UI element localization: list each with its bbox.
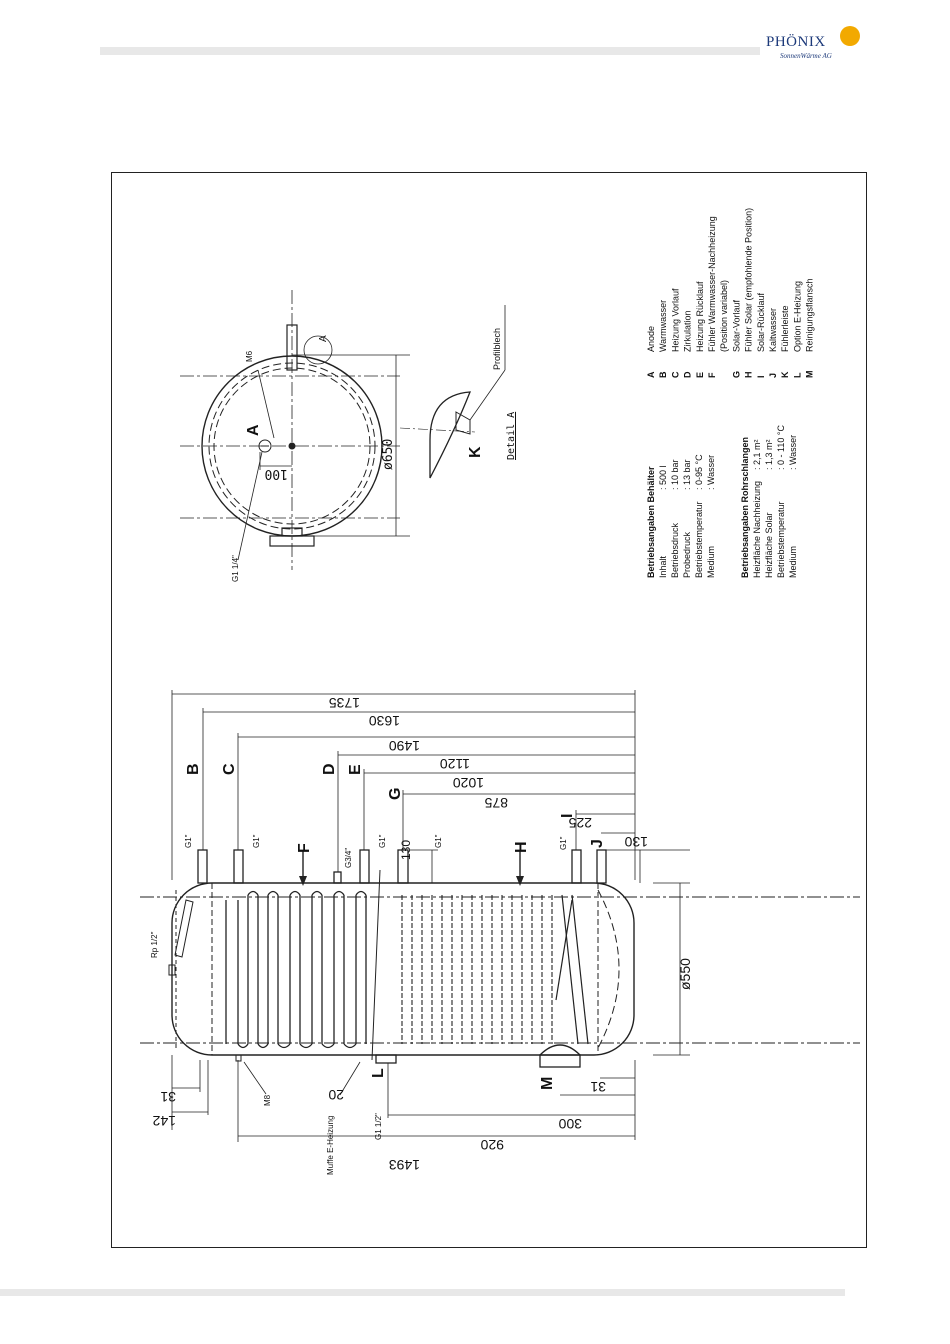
vessel-spec-label: Betriebsdruck xyxy=(670,522,680,578)
legend-key: G xyxy=(731,370,742,378)
top-view xyxy=(180,290,505,570)
footer-rule xyxy=(0,1289,845,1296)
legend-text: Fühler Warmwasser-Nachheizung xyxy=(707,216,717,352)
coil-spec-value: : Wasser xyxy=(788,434,798,470)
legend-key: I xyxy=(755,375,766,378)
vessel-spec-value: : 13 bar xyxy=(682,459,692,490)
top-letter-a: A xyxy=(245,424,262,436)
letter-d: D xyxy=(321,763,338,775)
legend-key: J xyxy=(768,372,778,378)
legend-text: (Position variabel) xyxy=(719,279,730,352)
coil-spec-value: : 2,1 m² xyxy=(752,439,762,470)
dim-20: 20 xyxy=(328,1087,344,1103)
vessel-spec-label: Medium xyxy=(706,545,716,578)
dim-1735: 1735 xyxy=(328,695,360,711)
legend-text: Heizung Rücklauf xyxy=(694,281,705,352)
legend-text: Reinigungsflansch xyxy=(804,278,815,352)
letter-j: J xyxy=(589,839,606,848)
dim-1120: 1120 xyxy=(439,756,470,772)
legend-text: Zirkulation xyxy=(682,310,693,352)
tank-body xyxy=(172,883,634,1055)
dim-225: 225 xyxy=(568,815,592,831)
legend-text: Fühlerleiste xyxy=(780,305,791,352)
coil-spec-label: Heizfläche Nachheizung xyxy=(752,480,762,578)
letter-g: G xyxy=(387,787,404,800)
top-a-small: A xyxy=(318,335,329,342)
legend-key: E xyxy=(694,371,705,378)
dim-130: 130 xyxy=(624,834,648,850)
label-profilblech: Profilblech xyxy=(492,327,502,370)
dim-550: ø550 xyxy=(677,958,693,990)
legend-text: Heizung Vorlauf xyxy=(670,288,681,352)
legend-text: Solar-Rücklauf xyxy=(755,292,766,352)
letter-i: I xyxy=(559,813,576,818)
label-m6: M6 xyxy=(245,350,254,362)
letter-b: B xyxy=(185,763,202,775)
vessel-spec-label: Inhalt xyxy=(658,555,668,578)
vessel-spec-value: : Wasser xyxy=(706,454,716,490)
legend-text: Option E-Heizung xyxy=(792,280,803,352)
letter-f: F xyxy=(296,843,313,853)
dim-1490: 1490 xyxy=(388,738,420,754)
dim-920: 920 xyxy=(480,1137,504,1153)
legend-text: Solar-Vorlauf xyxy=(731,299,742,352)
legend-key: H xyxy=(743,371,754,378)
top-dim-100: 100 xyxy=(264,466,288,481)
vessel-title: Betriebsangaben Behälter xyxy=(646,466,656,578)
dim-31-left: 31 xyxy=(160,1089,176,1105)
letter-l: L xyxy=(370,1068,387,1078)
coil-spec-label: Medium xyxy=(788,545,798,578)
legend-text: Warmwasser xyxy=(658,299,669,352)
dim-142: 142 xyxy=(152,1113,176,1129)
vessel-spec-value: : 500 l xyxy=(658,465,668,490)
coil-spec-label: Heizfläche Solar xyxy=(764,512,774,578)
legend-key: L xyxy=(792,372,803,378)
legend-key: C xyxy=(670,371,681,378)
top-detail-label: Detail A xyxy=(506,411,517,460)
legend-text: Anode xyxy=(646,325,656,352)
brand-name: PHÖNIX xyxy=(766,34,826,50)
legend-key: B xyxy=(658,371,669,378)
legend-text: Kaltwasser xyxy=(768,307,778,352)
dim-1020: 1020 xyxy=(452,775,484,791)
legend-text: Fühler Solar (empfohlende Position) xyxy=(743,207,754,352)
spec-block xyxy=(646,208,815,578)
label-g34-d: G3/4" xyxy=(344,847,353,868)
dim-1630: 1630 xyxy=(368,713,400,729)
dim-1493: 1493 xyxy=(388,1157,420,1173)
legend-key: A xyxy=(646,371,656,378)
vessel-spec-label: Probedruck xyxy=(682,531,692,578)
label-m8: M8 xyxy=(263,1094,272,1106)
top-letter-k: K xyxy=(467,446,484,458)
legend-key: D xyxy=(682,371,693,378)
label-g1-g: G1" xyxy=(434,834,443,848)
letter-e: E xyxy=(347,764,364,775)
vessel-spec-value: : 0-95 °C xyxy=(694,454,704,490)
letter-c: C xyxy=(221,763,238,775)
vessel-spec-value: : 10 bar xyxy=(670,459,680,490)
letter-m: M xyxy=(539,1076,556,1090)
label-g1-j: G1" xyxy=(559,836,568,850)
label-muffe: Muffe E-Heizung xyxy=(326,1115,335,1175)
dim-300: 300 xyxy=(558,1116,582,1132)
label-rp12: Rp 1/2" xyxy=(150,931,159,958)
coil-spec-value: : 1,3 m² xyxy=(764,439,774,470)
legend-key: K xyxy=(780,371,791,378)
legend-key: M xyxy=(804,370,815,378)
label-g1-c: G1" xyxy=(252,834,261,848)
dim-130-coil: 130 xyxy=(399,839,413,860)
label-g112: G1 1/2" xyxy=(374,1113,383,1140)
vessel-spec-label: Betriebstemperatur xyxy=(694,501,704,578)
letter-h: H xyxy=(513,841,530,853)
top-dim-650: ø650 xyxy=(381,438,396,470)
label-g114: G1 1/4" xyxy=(231,555,240,582)
label-g1-b: G1" xyxy=(184,834,193,848)
dim-875: 875 xyxy=(484,795,508,811)
legend-key: F xyxy=(707,372,717,378)
dim-31-right: 31 xyxy=(590,1079,606,1095)
coil-title: Betriebsangaben Rohrschlangen xyxy=(740,436,750,578)
brand-tagline: SonnenWärme AG xyxy=(780,52,832,60)
label-g1-e: G1" xyxy=(378,834,387,848)
coil-spec-label: Betriebstemperatur xyxy=(776,501,786,578)
coil-spec-value: : 0 - 110 °C xyxy=(776,425,786,470)
